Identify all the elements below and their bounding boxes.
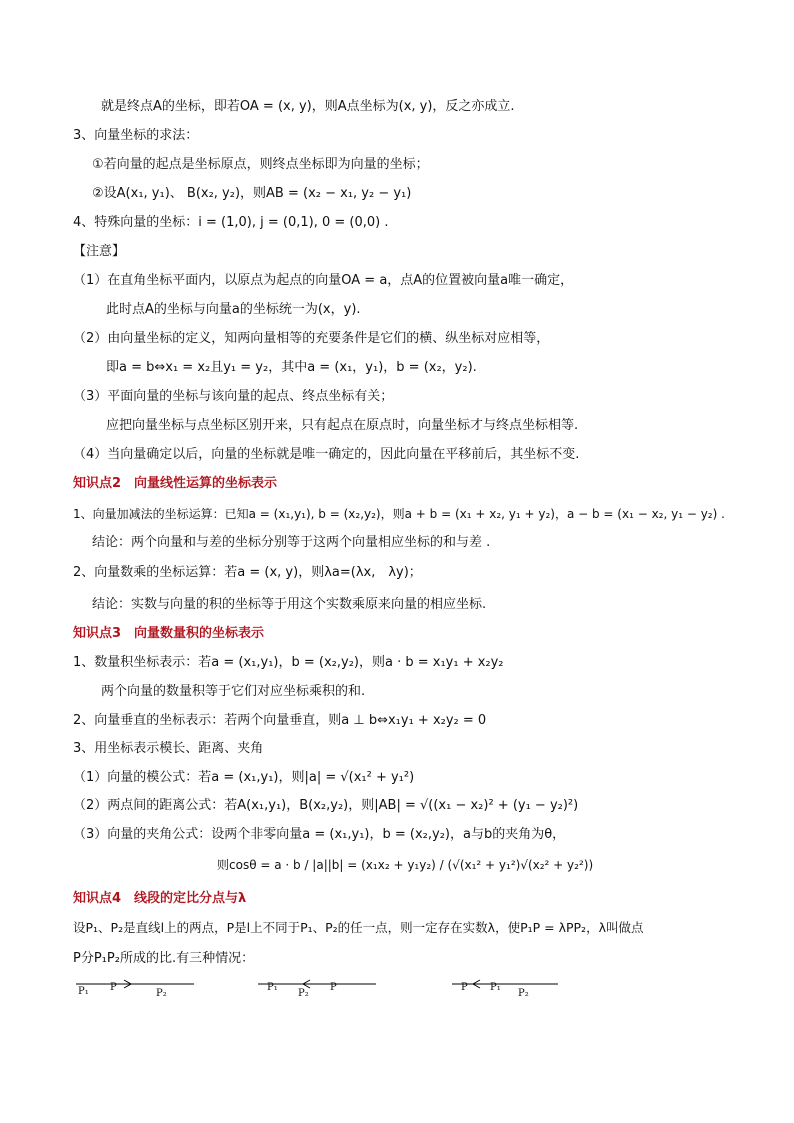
text-line: 2、向量数乘的坐标运算：若a = (x, y)，则λa=(λx, λy)； xyxy=(73,565,422,580)
text-line: 结论：实数与向量的积的坐标等于用这个实数乘原来向量的相应坐标. xyxy=(92,597,487,612)
point-label: P₁ xyxy=(78,986,89,997)
text-line: （1）向量的模公式：若a = (x₁,y₁)，则|a| = √(x₁² + y₁²) xyxy=(73,770,415,785)
point-label: P₂ xyxy=(518,988,529,999)
text-line: 3、用坐标表示模长、距离、夹角 xyxy=(73,741,264,756)
section-heading: 知识点3 向量数量积的坐标表示 xyxy=(73,626,265,641)
formula-line: 则cosθ = a · b / |a||b| = (x₁x₂ + y₁y₂) / (√(x₁² + y₁²)√(x₂² + y₂²)) xyxy=(217,858,594,872)
text-line: 1、数量积坐标表示：若a = (x₁,y₁)，b = (x₂,y₂)，则a · b = x₁y₁ + x₂y₂ xyxy=(73,655,504,670)
point-label: P xyxy=(461,982,468,993)
point-label: P₂ xyxy=(156,988,167,999)
text-line: ②设A(x₁, y₁)、 B(x₂, y₂)，则AB = (x₂ − x₁, y₂ − y₁) xyxy=(92,186,412,201)
text-line: 结论：两个向量和与差的坐标分别等于这两个向量相应坐标的和与差 . xyxy=(92,535,491,550)
text-line: （3）平面向量的坐标与该向量的起点、终点坐标有关； xyxy=(73,389,394,404)
text-line: 应把向量坐标与点坐标区别开来，只有起点在原点时，向量坐标才与终点坐标相等. xyxy=(106,418,579,433)
text-line: P分P₁P₂所成的比.有三种情况： xyxy=(73,951,255,966)
segment-line-3 xyxy=(452,980,562,1010)
point-label: P xyxy=(330,982,337,993)
text-line: （4）当向量确定以后，向量的坐标就是唯一确定的，因此向量在平移前后，其坐标不变. xyxy=(73,447,580,462)
text-line: （2）由向量坐标的定义，知两向量相等的充要条件是它们的横、纵坐标对应相等， xyxy=(73,331,550,346)
text-line: （3）向量的夹角公式：设两个非零向量a = (x₁,y₁)，b = (x₂,y₂)，a与b的夹角为θ， xyxy=(73,827,566,842)
text-line: 此时点A的坐标与向量a的坐标统一为(x，y). xyxy=(106,302,361,317)
text-line: 【注意】 xyxy=(73,244,126,259)
text-line: （2）两点间的距离公式：若A(x₁,y₁)，B(x₂,y₂)，则|AB| = √((x₁ − x₂)² + (y₁ − y₂)²) xyxy=(73,798,579,813)
point-label: P₂ xyxy=(298,988,309,999)
text-line: 1、向量加减法的坐标运算：已知a = (x₁,y₁), b = (x₂,y₂)，则a + b = (x₁ + x₂, y₁ + y₂)，a − b = (x₁ − x₂, y₁ − y₂) . xyxy=(73,507,725,521)
segment-diagram-2 xyxy=(258,980,378,1010)
point-label: P xyxy=(110,982,117,993)
text-line: 2、向量垂直的坐标表示：若两个向量垂直，则a ⊥ b⇔x₁y₁ + x₂y₂ = 0 xyxy=(73,713,487,728)
segment-line-1 xyxy=(76,980,196,1010)
point-label: P₁ xyxy=(267,982,278,993)
text-line: 两个向量的数量积等于它们对应坐标乘积的和. xyxy=(101,684,366,699)
section-heading: 知识点4 线段的定比分点与λ xyxy=(73,891,247,906)
segment-diagram-3 xyxy=(452,980,562,1010)
text-line: 即a = b⇔x₁ = x₂且y₁ = y₂，其中a = (x₁，y₁)，b = (x₂，y₂). xyxy=(106,360,477,375)
text-line: 就是终点A的坐标，即若OA = (x, y)，则A点坐标为(x, y)，反之亦成立. xyxy=(101,99,515,114)
text-line: ①若向量的起点是坐标原点，则终点坐标即为向量的坐标； xyxy=(92,157,429,172)
segment-diagram-1 xyxy=(76,980,196,1010)
section-heading: 知识点2 向量线性运算的坐标表示 xyxy=(73,476,278,491)
text-line: 设P₁、P₂是直线l上的两点，P是l上不同于P₁、P₂的任一点，则一定存在实数λ，使P₁P = λPP₂，λ叫做点 xyxy=(73,920,644,935)
text-line: 3、向量坐标的求法： xyxy=(73,128,199,143)
text-line: （1）在直角坐标平面内，以原点为起点的向量OA = a，点A的位置被向量a唯一确定， xyxy=(73,273,574,288)
text-line: 4、特殊向量的坐标：i = (1,0), j = (0,1), 0 = (0,0) . xyxy=(73,215,389,230)
point-label: P₁ xyxy=(490,982,501,993)
